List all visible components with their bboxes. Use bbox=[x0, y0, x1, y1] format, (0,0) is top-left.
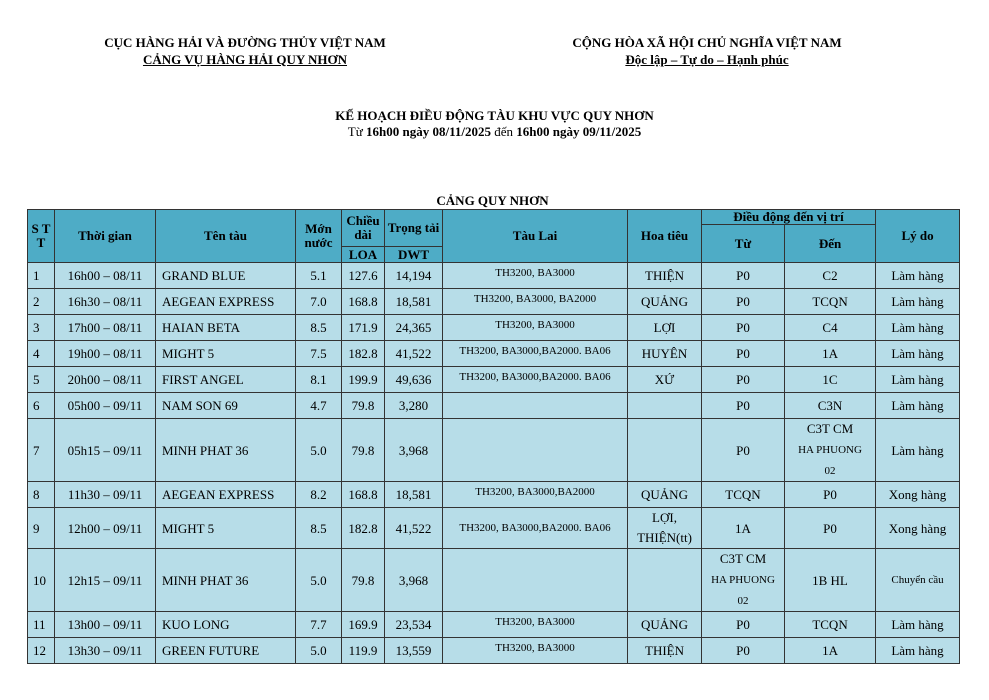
cell-tug: TH3200, BA3000,BA2000 bbox=[443, 482, 628, 508]
cell-pilot bbox=[628, 508, 702, 549]
cell-ship: AEGEAN EXPRESS bbox=[156, 289, 296, 315]
port-authority-name: CẢNG VỤ HÀNG HẢI QUY NHƠN bbox=[142, 52, 348, 67]
cell-draft: 8.2 bbox=[296, 482, 342, 508]
cell-time: 05h00 – 09/11 bbox=[55, 393, 156, 419]
cell-to: TCQN bbox=[785, 289, 876, 315]
cell-stt: 7 bbox=[28, 419, 55, 482]
document-title-block bbox=[0, 108, 989, 140]
cell-reason: Xong hàng bbox=[876, 482, 960, 508]
cell-stt: 10 bbox=[28, 549, 55, 612]
cell-ship: MINH PHAT 36 bbox=[156, 419, 296, 482]
cell-to: C2 bbox=[785, 263, 876, 289]
cell-stt: 11 bbox=[28, 612, 55, 638]
cell-ship: MINH PHAT 36 bbox=[156, 549, 296, 612]
col-to: Đến bbox=[785, 225, 876, 263]
cell-tug bbox=[443, 549, 628, 612]
cell-to: P0 bbox=[785, 508, 876, 549]
cell-reason: Làm hàng bbox=[876, 289, 960, 315]
cell-loa: 169.9 bbox=[342, 612, 385, 638]
cell-ship: MIGHT 5 bbox=[156, 341, 296, 367]
cell-dwt: 41,522 bbox=[385, 341, 443, 367]
document-title: KẾ HOẠCH ĐIỀU ĐỘNG TÀU KHU VỰC QUY NHƠN bbox=[335, 108, 654, 123]
cell-from: P0 bbox=[702, 612, 785, 638]
cell-from: P0 bbox=[702, 638, 785, 664]
cell-loa: 79.8 bbox=[342, 549, 385, 612]
cell-ship: KUO LONG bbox=[156, 612, 296, 638]
pilot-line2: THIỆN(tt) bbox=[637, 530, 692, 545]
cell-pilot bbox=[628, 393, 702, 419]
cell-tug bbox=[443, 419, 628, 482]
cell-pilot: THIỆN bbox=[628, 263, 702, 289]
col-pilot: Hoa tiêu bbox=[628, 210, 702, 263]
cell-dwt: 24,365 bbox=[385, 315, 443, 341]
cell-dwt: 3,968 bbox=[385, 419, 443, 482]
cell-time: 05h15 – 09/11 bbox=[55, 419, 156, 482]
cell-to: TCQN bbox=[785, 612, 876, 638]
cell-dwt: 18,581 bbox=[385, 289, 443, 315]
cell-pilot: LỢI bbox=[628, 315, 702, 341]
col-dwt: DWT bbox=[385, 247, 443, 263]
cell-reason: Làm hàng bbox=[876, 419, 960, 482]
document-period bbox=[0, 124, 989, 140]
cell-pilot: XỨ bbox=[628, 367, 702, 393]
cell-time: 20h00 – 08/11 bbox=[55, 367, 156, 393]
to-berth-detail: HA PHUONG bbox=[798, 444, 862, 456]
cell-pilot bbox=[628, 549, 702, 612]
col-time: Thời gian bbox=[55, 210, 156, 263]
cell-loa: 182.8 bbox=[342, 341, 385, 367]
cell-dwt: 23,534 bbox=[385, 612, 443, 638]
col-reason: Lý do bbox=[876, 210, 960, 263]
cell-to: 1B HL bbox=[785, 549, 876, 612]
cell-draft: 8.5 bbox=[296, 315, 342, 341]
cell-stt: 12 bbox=[28, 638, 55, 664]
cell-ship: MIGHT 5 bbox=[156, 508, 296, 549]
cell-stt: 3 bbox=[28, 315, 55, 341]
cell-draft: 7.0 bbox=[296, 289, 342, 315]
cell-from: P0 bbox=[702, 341, 785, 367]
from-berth: C3T CM bbox=[719, 551, 767, 566]
cell-to: 1C bbox=[785, 367, 876, 393]
cell-time: 12h00 – 09/11 bbox=[55, 508, 156, 549]
col-tug: Tàu Lai bbox=[443, 210, 628, 263]
cell-time: 16h30 – 08/11 bbox=[55, 289, 156, 315]
cell-loa: 79.8 bbox=[342, 419, 385, 482]
cell-to bbox=[785, 419, 876, 482]
cell-loa: 168.8 bbox=[342, 482, 385, 508]
agency-name: CỤC HÀNG HẢI VÀ ĐƯỜNG THỦY VIỆT NAM bbox=[104, 35, 386, 50]
cell-to: 1A bbox=[785, 341, 876, 367]
cell-ship: AEGEAN EXPRESS bbox=[156, 482, 296, 508]
cell-ship: NAM SON 69 bbox=[156, 393, 296, 419]
cell-loa: 199.9 bbox=[342, 367, 385, 393]
cell-reason: Làm hàng bbox=[876, 341, 960, 367]
cell-reason: Làm hàng bbox=[876, 393, 960, 419]
cell-tug: TH3200, BA3000 bbox=[443, 315, 628, 341]
cell-ship: GRAND BLUE bbox=[156, 263, 296, 289]
pilot-line1: LỢI, bbox=[652, 510, 677, 525]
table-row bbox=[28, 419, 960, 482]
cell-from: P0 bbox=[702, 289, 785, 315]
cell-stt: 5 bbox=[28, 367, 55, 393]
cell-stt: 1 bbox=[28, 263, 55, 289]
cell-loa: 79.8 bbox=[342, 393, 385, 419]
cell-pilot: HUYÊN bbox=[628, 341, 702, 367]
table-row bbox=[28, 315, 960, 341]
cell-pilot: QUẢNG bbox=[628, 612, 702, 638]
cell-time: 16h00 – 08/11 bbox=[55, 263, 156, 289]
cell-to: 1A bbox=[785, 638, 876, 664]
national-title: CỘNG HÒA XÃ HỘI CHỦ NGHĨA VIỆT NAM bbox=[572, 35, 842, 50]
col-length: Chiều dài bbox=[342, 210, 385, 247]
table-row bbox=[28, 367, 960, 393]
cell-stt: 6 bbox=[28, 393, 55, 419]
cell-dwt: 3,280 bbox=[385, 393, 443, 419]
cell-time: 13h00 – 09/11 bbox=[55, 612, 156, 638]
cell-tug: TH3200, BA3000,BA2000. BA06 bbox=[443, 341, 628, 367]
cell-tug: TH3200, BA3000 bbox=[443, 612, 628, 638]
col-loa: LOA bbox=[342, 247, 385, 263]
cell-reason: Làm hàng bbox=[876, 263, 960, 289]
cell-draft: 8.5 bbox=[296, 508, 342, 549]
cell-reason: Làm hàng bbox=[876, 612, 960, 638]
national-motto: Độc lập – Tự do – Hạnh phúc bbox=[625, 52, 789, 67]
col-from: Từ bbox=[702, 225, 785, 263]
table-row bbox=[28, 549, 960, 612]
cell-from: P0 bbox=[702, 393, 785, 419]
cell-tug: TH3200, BA3000 bbox=[443, 638, 628, 664]
table-row bbox=[28, 341, 960, 367]
cell-from: P0 bbox=[702, 419, 785, 482]
cell-pilot: THIỆN bbox=[628, 638, 702, 664]
cell-tug: TH3200, BA3000,BA2000. BA06 bbox=[443, 367, 628, 393]
cell-from bbox=[702, 549, 785, 612]
cell-loa: 119.9 bbox=[342, 638, 385, 664]
cell-loa: 127.6 bbox=[342, 263, 385, 289]
cell-draft: 5.0 bbox=[296, 638, 342, 664]
cell-to: C4 bbox=[785, 315, 876, 341]
period-from-word: Từ bbox=[347, 124, 363, 139]
cell-stt: 8 bbox=[28, 482, 55, 508]
cell-reason: Xong hàng bbox=[876, 508, 960, 549]
cell-from: TCQN bbox=[702, 482, 785, 508]
cell-ship: GREEN FUTURE bbox=[156, 638, 296, 664]
from-berth-detail: HA PHUONG bbox=[711, 574, 775, 586]
period-to-time: 16h00 ngày 09/11/2025 bbox=[516, 124, 642, 139]
cell-dwt: 41,522 bbox=[385, 508, 443, 549]
cell-loa: 168.8 bbox=[342, 289, 385, 315]
cell-reason: Chuyển cầu bbox=[876, 549, 960, 612]
col-draft: Mớn nước bbox=[296, 210, 342, 263]
cell-dwt: 3,968 bbox=[385, 549, 443, 612]
cell-tug: TH3200, BA3000,BA2000. BA06 bbox=[443, 508, 628, 549]
cell-from: 1A bbox=[702, 508, 785, 549]
cell-to: P0 bbox=[785, 482, 876, 508]
cell-draft: 7.5 bbox=[296, 341, 342, 367]
cell-from: P0 bbox=[702, 263, 785, 289]
cell-loa: 182.8 bbox=[342, 508, 385, 549]
period-from-time: 16h00 ngày 08/11/2025 bbox=[366, 124, 491, 139]
cell-draft: 4.7 bbox=[296, 393, 342, 419]
agency-header bbox=[60, 34, 430, 68]
period-to-word: đến bbox=[494, 124, 514, 139]
cell-tug: TH3200, BA3000, BA2000 bbox=[443, 289, 628, 315]
cell-time: 13h30 – 09/11 bbox=[55, 638, 156, 664]
col-stt: S T T bbox=[28, 210, 55, 263]
table-row bbox=[28, 482, 960, 508]
cell-reason: Làm hàng bbox=[876, 315, 960, 341]
cell-reason: Làm hàng bbox=[876, 638, 960, 664]
cell-dwt: 49,636 bbox=[385, 367, 443, 393]
ship-movement-table bbox=[27, 209, 960, 664]
cell-stt: 9 bbox=[28, 508, 55, 549]
cell-pilot bbox=[628, 419, 702, 482]
cell-draft: 8.1 bbox=[296, 367, 342, 393]
cell-pilot: QUẢNG bbox=[628, 289, 702, 315]
cell-stt: 2 bbox=[28, 289, 55, 315]
table-row bbox=[28, 638, 960, 664]
table-row bbox=[28, 612, 960, 638]
cell-draft: 5.0 bbox=[296, 419, 342, 482]
port-name: CẢNG QUY NHƠN bbox=[436, 193, 549, 208]
col-tonnage: Trọng tải bbox=[385, 210, 443, 247]
cell-dwt: 13,559 bbox=[385, 638, 443, 664]
cell-dwt: 18,581 bbox=[385, 482, 443, 508]
cell-draft: 5.0 bbox=[296, 549, 342, 612]
cell-tug: TH3200, BA3000 bbox=[443, 263, 628, 289]
cell-time: 17h00 – 08/11 bbox=[55, 315, 156, 341]
col-move: Điều động đến vị trí bbox=[702, 210, 876, 225]
cell-tug bbox=[443, 393, 628, 419]
cell-pilot: QUẢNG bbox=[628, 482, 702, 508]
from-berth-number: 02 bbox=[737, 595, 749, 607]
cell-draft: 5.1 bbox=[296, 263, 342, 289]
cell-from: P0 bbox=[702, 367, 785, 393]
table-row bbox=[28, 289, 960, 315]
cell-loa: 171.9 bbox=[342, 315, 385, 341]
cell-from: P0 bbox=[702, 315, 785, 341]
cell-ship: HAIAN BETA bbox=[156, 315, 296, 341]
table-row bbox=[28, 393, 960, 419]
to-berth-number: 02 bbox=[824, 465, 836, 477]
cell-stt: 4 bbox=[28, 341, 55, 367]
cell-ship: FIRST ANGEL bbox=[156, 367, 296, 393]
col-ship: Tên tàu bbox=[156, 210, 296, 263]
table-row bbox=[28, 263, 960, 289]
cell-draft: 7.7 bbox=[296, 612, 342, 638]
cell-reason: Làm hàng bbox=[876, 367, 960, 393]
cell-to: C3N bbox=[785, 393, 876, 419]
cell-time: 19h00 – 08/11 bbox=[55, 341, 156, 367]
cell-dwt: 14,194 bbox=[385, 263, 443, 289]
to-berth: C3T CM bbox=[806, 421, 854, 436]
cell-time: 11h30 – 09/11 bbox=[55, 482, 156, 508]
national-header bbox=[522, 34, 892, 68]
table-row bbox=[28, 508, 960, 549]
cell-time: 12h15 – 09/11 bbox=[55, 549, 156, 612]
